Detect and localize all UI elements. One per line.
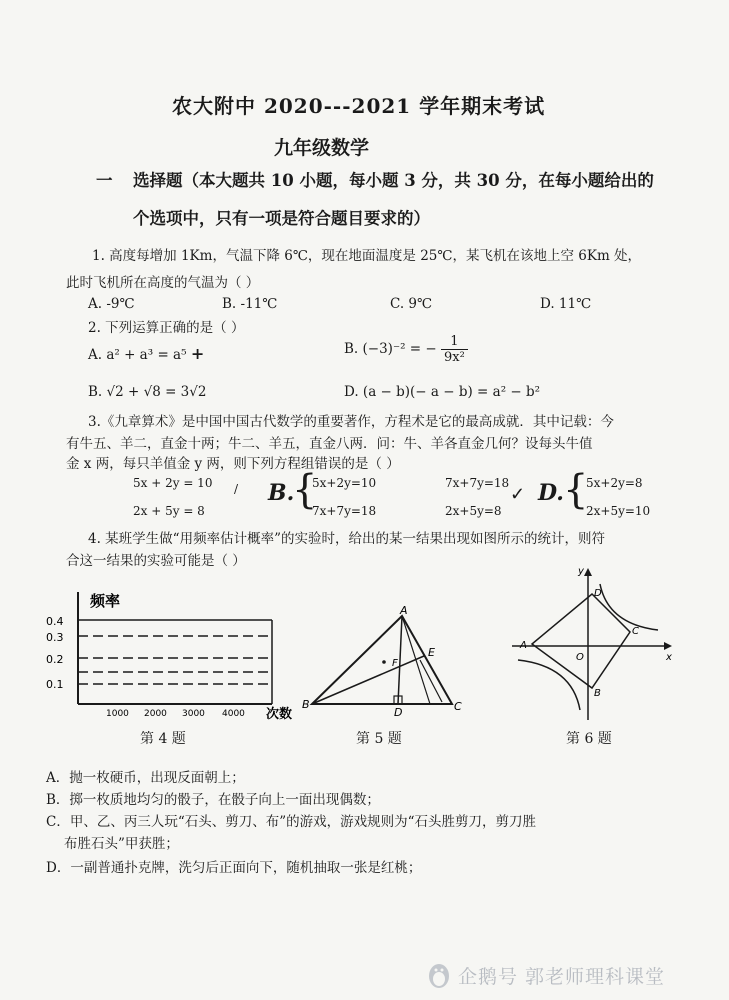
q3-b-eq2: 7x+7y=18: [312, 504, 377, 518]
fig5-segment-be: [312, 656, 424, 704]
fig4-ytick-0-4: 0.4: [46, 615, 64, 628]
fig4-xtick-2000: 2000: [144, 709, 167, 719]
q3-b-eq1: 5x+2y=10: [312, 476, 377, 490]
fig4-xlabel: 次数: [266, 707, 293, 722]
fig4-ytick-0-3: 0.3: [46, 631, 64, 644]
fig6-label-a: A: [520, 640, 527, 651]
q1-line2: 此时飞机所在高度的气温为（ ）: [66, 275, 260, 291]
fig6-label-b: B: [594, 688, 601, 699]
fig4-xtick-3000: 3000: [182, 709, 205, 719]
q3-c-eq1: 7x+7y=18: [445, 476, 510, 490]
fig6-label-y: y: [578, 566, 584, 577]
q3-b-label: B.: [268, 480, 295, 506]
fig5-segment-a: [402, 616, 430, 704]
q4-option-c-line2: 布胜石头”甲获胜；: [64, 836, 179, 852]
section-heading-line1: 选择题（本大题共 10 小题，每小题 3 分，共 30 分，在每小题给出的: [133, 171, 654, 190]
fig5-label-d: D: [394, 706, 403, 716]
q4-line1: 4. 某班学生做“用频率估计概率”的实验时，给出的某一结果出现如图所示的统计，则符: [88, 531, 605, 547]
fig5-label-c: C: [454, 700, 462, 713]
fig6-y-arrow: [584, 568, 592, 576]
q3-d-brace: {: [563, 467, 589, 513]
q3-d-label: D.: [538, 480, 564, 506]
fig6-x-arrow: [664, 642, 672, 650]
q2-option-b: [344, 334, 468, 365]
fig5-triangle-abc: [312, 616, 452, 704]
q1-line1: 1. 高度每增加 1Km，气温下降 6℃，现在地面温度是 25℃，某飞机在该地上空 6Km 处，: [92, 248, 642, 264]
figure-4-frequency-chart: [40, 584, 310, 724]
q1-option-b: B. -11℃: [222, 296, 278, 312]
q3-d-eq2: 2x+5y=10: [586, 504, 651, 518]
q2-option-b-text: B. (−3)⁻² = −: [344, 341, 437, 357]
q2-fraction-numerator: 1: [441, 334, 468, 350]
figure-5-caption: 第 5 题: [356, 731, 402, 747]
figure-6-caption: 第 6 题: [566, 731, 612, 747]
q3-a-eq2: 2x + 5y = 8: [133, 504, 205, 518]
q3-line3: 金 x 两，每只羊值金 y 两，则下列方程组错误的是（ ）: [66, 456, 400, 472]
fig6-label-c: C: [632, 626, 639, 637]
q3-a-eq1: 5x + 2y = 10: [133, 476, 213, 490]
fig4-xtick-4000: 4000: [222, 709, 245, 719]
q3-c-eq2: 2x+5y=8: [445, 504, 502, 518]
figure-6-coordinate-plot: [508, 564, 683, 724]
section-heading-line2: 个选项中，只有一项是符合题目要求的）: [133, 209, 430, 228]
q3-b-brace: {: [292, 467, 318, 513]
section-dash: 一: [96, 171, 113, 190]
figure-5-triangle: [300, 604, 470, 716]
fig6-curve-third-quadrant: [518, 660, 580, 710]
fig4-ytick-0-1: 0.1: [46, 678, 64, 691]
q4-option-b: B．掷一枚质地均匀的骰子，在骰子向上一面出现偶数；: [46, 792, 380, 808]
fig5-label-f: F: [392, 658, 398, 669]
q1-option-a: A. -9℃: [88, 296, 135, 312]
fig5-label-b: B: [302, 698, 310, 711]
watermark-text: 企鹅号 郭老师理科课堂: [458, 966, 666, 988]
fig6-curve-first-quadrant: [600, 584, 658, 630]
q1-option-d: D. 11℃: [540, 296, 592, 312]
fig6-quadrilateral: [532, 594, 630, 688]
fig5-dot: [382, 660, 386, 664]
q4-option-d: D．一副普通扑克牌，洗匀后正面向下，随机抽取一张是红桃；: [46, 860, 422, 876]
fig5-label-e: E: [428, 646, 435, 659]
q4-option-c-line1: C．甲、乙、丙三人玩“石头、剪刀、布”的游戏，游戏规则为“石头胜剪刀，剪刀胜: [46, 814, 537, 830]
q3-d-eq1: 5x+2y=8: [586, 476, 643, 490]
q2-option-a: [88, 344, 204, 363]
exam-title: 农大附中 2020---2021 学年期末考试: [172, 94, 546, 118]
fig4-ytick-0-2: 0.2: [46, 653, 64, 666]
q2-stem: 2. 下列运算正确的是（ ）: [88, 320, 245, 336]
q4-option-a: A．抛一枚硬币，出现反面朝上；: [46, 770, 245, 786]
penguin-logo-icon: [424, 960, 454, 990]
fig6-label-o: O: [576, 652, 584, 663]
q3-line2: 有牛五、羊二，直金十两；牛二、羊五，直金八两．问：牛、羊各直金几何？设每头牛值: [66, 436, 593, 452]
figure-4-caption: 第 4 题: [140, 731, 186, 747]
q2-option-d: D. (a − b)(− a − b) = a² − b²: [344, 384, 541, 400]
q3-line1: 3.《九章算术》是中国中国古代数学的重要著作，方程术是它的最高成就．其中记载：今: [88, 414, 614, 430]
q2-option-b-fraction: [441, 334, 468, 365]
exam-subtitle: 九年级数学: [274, 137, 370, 159]
q2-fraction-denominator: 9x²: [443, 350, 465, 365]
fig4-xtick-1000: 1000: [106, 709, 129, 719]
q2-option-c: B. √2 + √8 = 3√2: [88, 384, 207, 400]
q2-option-a-text: A. a² + a³ = a⁵: [88, 347, 187, 363]
q2-option-a-mark: +: [190, 344, 205, 363]
q3-check-mark: ✓: [510, 484, 526, 505]
fig6-label-d: D: [594, 588, 602, 599]
fig5-label-a: A: [400, 604, 408, 617]
q3-slash-mark: /: [234, 482, 239, 496]
q1-option-c: C. 9℃: [390, 296, 433, 312]
fig6-label-x: x: [666, 652, 672, 663]
fig5-altitude-ad: [398, 616, 402, 704]
q4-line2: 合这一结果的实验可能是（ ）: [66, 553, 246, 569]
fig4-ylabel: 频率: [90, 592, 121, 610]
